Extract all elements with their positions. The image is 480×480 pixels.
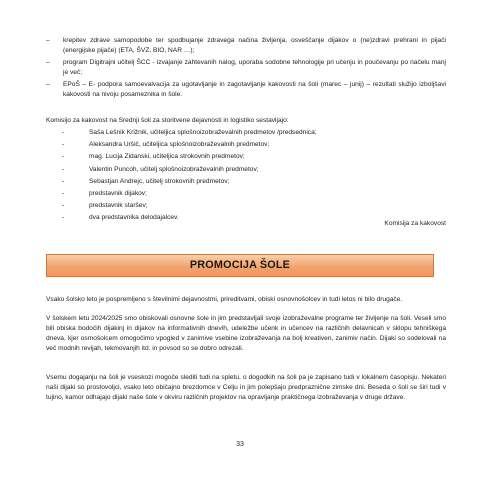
member-item <box>62 165 317 177</box>
member-text: Sebastjan Andrejc, učitelj strokovnih predmetov; <box>89 177 230 185</box>
list-item <box>46 58 446 78</box>
member-item <box>62 201 317 213</box>
signature: Komisija za kakovost <box>384 220 446 227</box>
member-text: predstavnik dijakov; <box>89 189 147 197</box>
dash-marker: - <box>62 189 65 197</box>
list-item-text: EPoŠ – E- podpora samoevalvacija za ugotavljanje in zagotavljanje kakovosti na šoli (marec – junij) – rezultati služijo izboljšavi kakovosti na nivoju posameznika in šole. <box>63 80 446 98</box>
member-text: Saša Lešnik Križnik, učiteljica splošnoizobraževalnih predmetov /predsednica; <box>89 129 317 136</box>
dash-marker: - <box>62 177 65 185</box>
activity-list <box>46 36 446 101</box>
list-item <box>46 80 446 100</box>
body-paragraph: Vsako šolsko leto je pospremljeno s številnimi dejavnostmi, prireditvami, obiski osnovnošolcev in tudi letos ni bilo drugače. <box>46 296 403 303</box>
member-item <box>62 128 317 140</box>
page-number: 33 <box>236 441 244 448</box>
commission-intro: Komisijo za kakovost na Srednji šoli za storitvene dejavnosti in logistiko sestavljajo: <box>46 117 289 124</box>
member-text: predstavnik staršev; <box>89 202 148 210</box>
member-text: Aleksandra Uršič, učiteljica splošnoizobraževalnih predmetov; <box>89 141 270 149</box>
member-text: Valentin Puncoh, učitelj splošnoizobraževalnih predmetov; <box>89 165 259 173</box>
member-item <box>62 177 317 189</box>
list-item-text: krepitev zdrave samopodobe ter spodbujanje zdravega načina življenja, osveščanje dijakov o (ne)zdravi prehrani in pijači (energijske pijače) (ETA, ŠVZ, BIO, NAR …); <box>63 37 446 54</box>
body-paragraph: Vsemu dogajanju na šoli je vseskozi mogoče slediti tudi na spletu, o dogodkih na šoli pa je zapisano tudi v lokalnem časopisju. Nekateri naši dijaki so prostovoljci, vsako leto običajno brezdomce v Celju in jim polepšajo predpraznične zimske dni. Beseda o šoli se širi tudi v tujino, kamor odhajajo dijaki naše šole v okviru različnih projektov na opravljanje praktičnega izobraževanja v druge države. <box>46 374 446 401</box>
dash-marker: - <box>62 165 65 173</box>
member-item <box>62 189 317 201</box>
dash-marker: – <box>46 37 50 44</box>
list-item <box>46 36 446 56</box>
dash-marker: - <box>62 214 65 222</box>
member-text: mag. Lucija Zidanski, učiteljica strokovnih predmetov; <box>89 153 245 161</box>
list-item-text: program Digitrajni učitelj ŠCC - izvajanje zahtevanih nalog, uporaba sodobne tehnologije pri učenju in poučevanju po načelu manj je več; <box>63 58 446 76</box>
dash-marker: – <box>46 58 50 66</box>
member-item <box>62 152 317 164</box>
member-item <box>62 140 317 152</box>
member-text: dva predstavnika delodajalcev. <box>89 214 179 222</box>
dash-marker: - <box>62 202 65 210</box>
section-title: PROMOCIJA ŠOLE <box>189 258 291 271</box>
section-heading-bar <box>46 254 434 277</box>
dash-marker: – <box>46 80 50 88</box>
dash-marker: - <box>62 129 65 136</box>
dash-marker: - <box>62 153 65 161</box>
member-item <box>62 213 317 225</box>
body-paragraph: V šolskem letu 2024/2025 smo obiskovali osnovne šole in jim predstavljali svoje izobraževalne programe ter življenje na šoli. Veseli smo bili obiska bodočih dijakinj in dijakov na informativnih dnevih, udeležbe učenk in učencev na različnih delavnicah v sklopu tehniškega dneva, kjer osmošolcem omogočimo vpogled v zanimive vsebine izobraževanja na bolj kreativen, zanimiv način. Dijaki so sodelovali na več modnih revijah, tekmovanjih itd. in povsod so se dobro odrezali. <box>46 315 446 352</box>
dash-marker: - <box>62 141 65 149</box>
commission-member-list <box>62 128 317 226</box>
